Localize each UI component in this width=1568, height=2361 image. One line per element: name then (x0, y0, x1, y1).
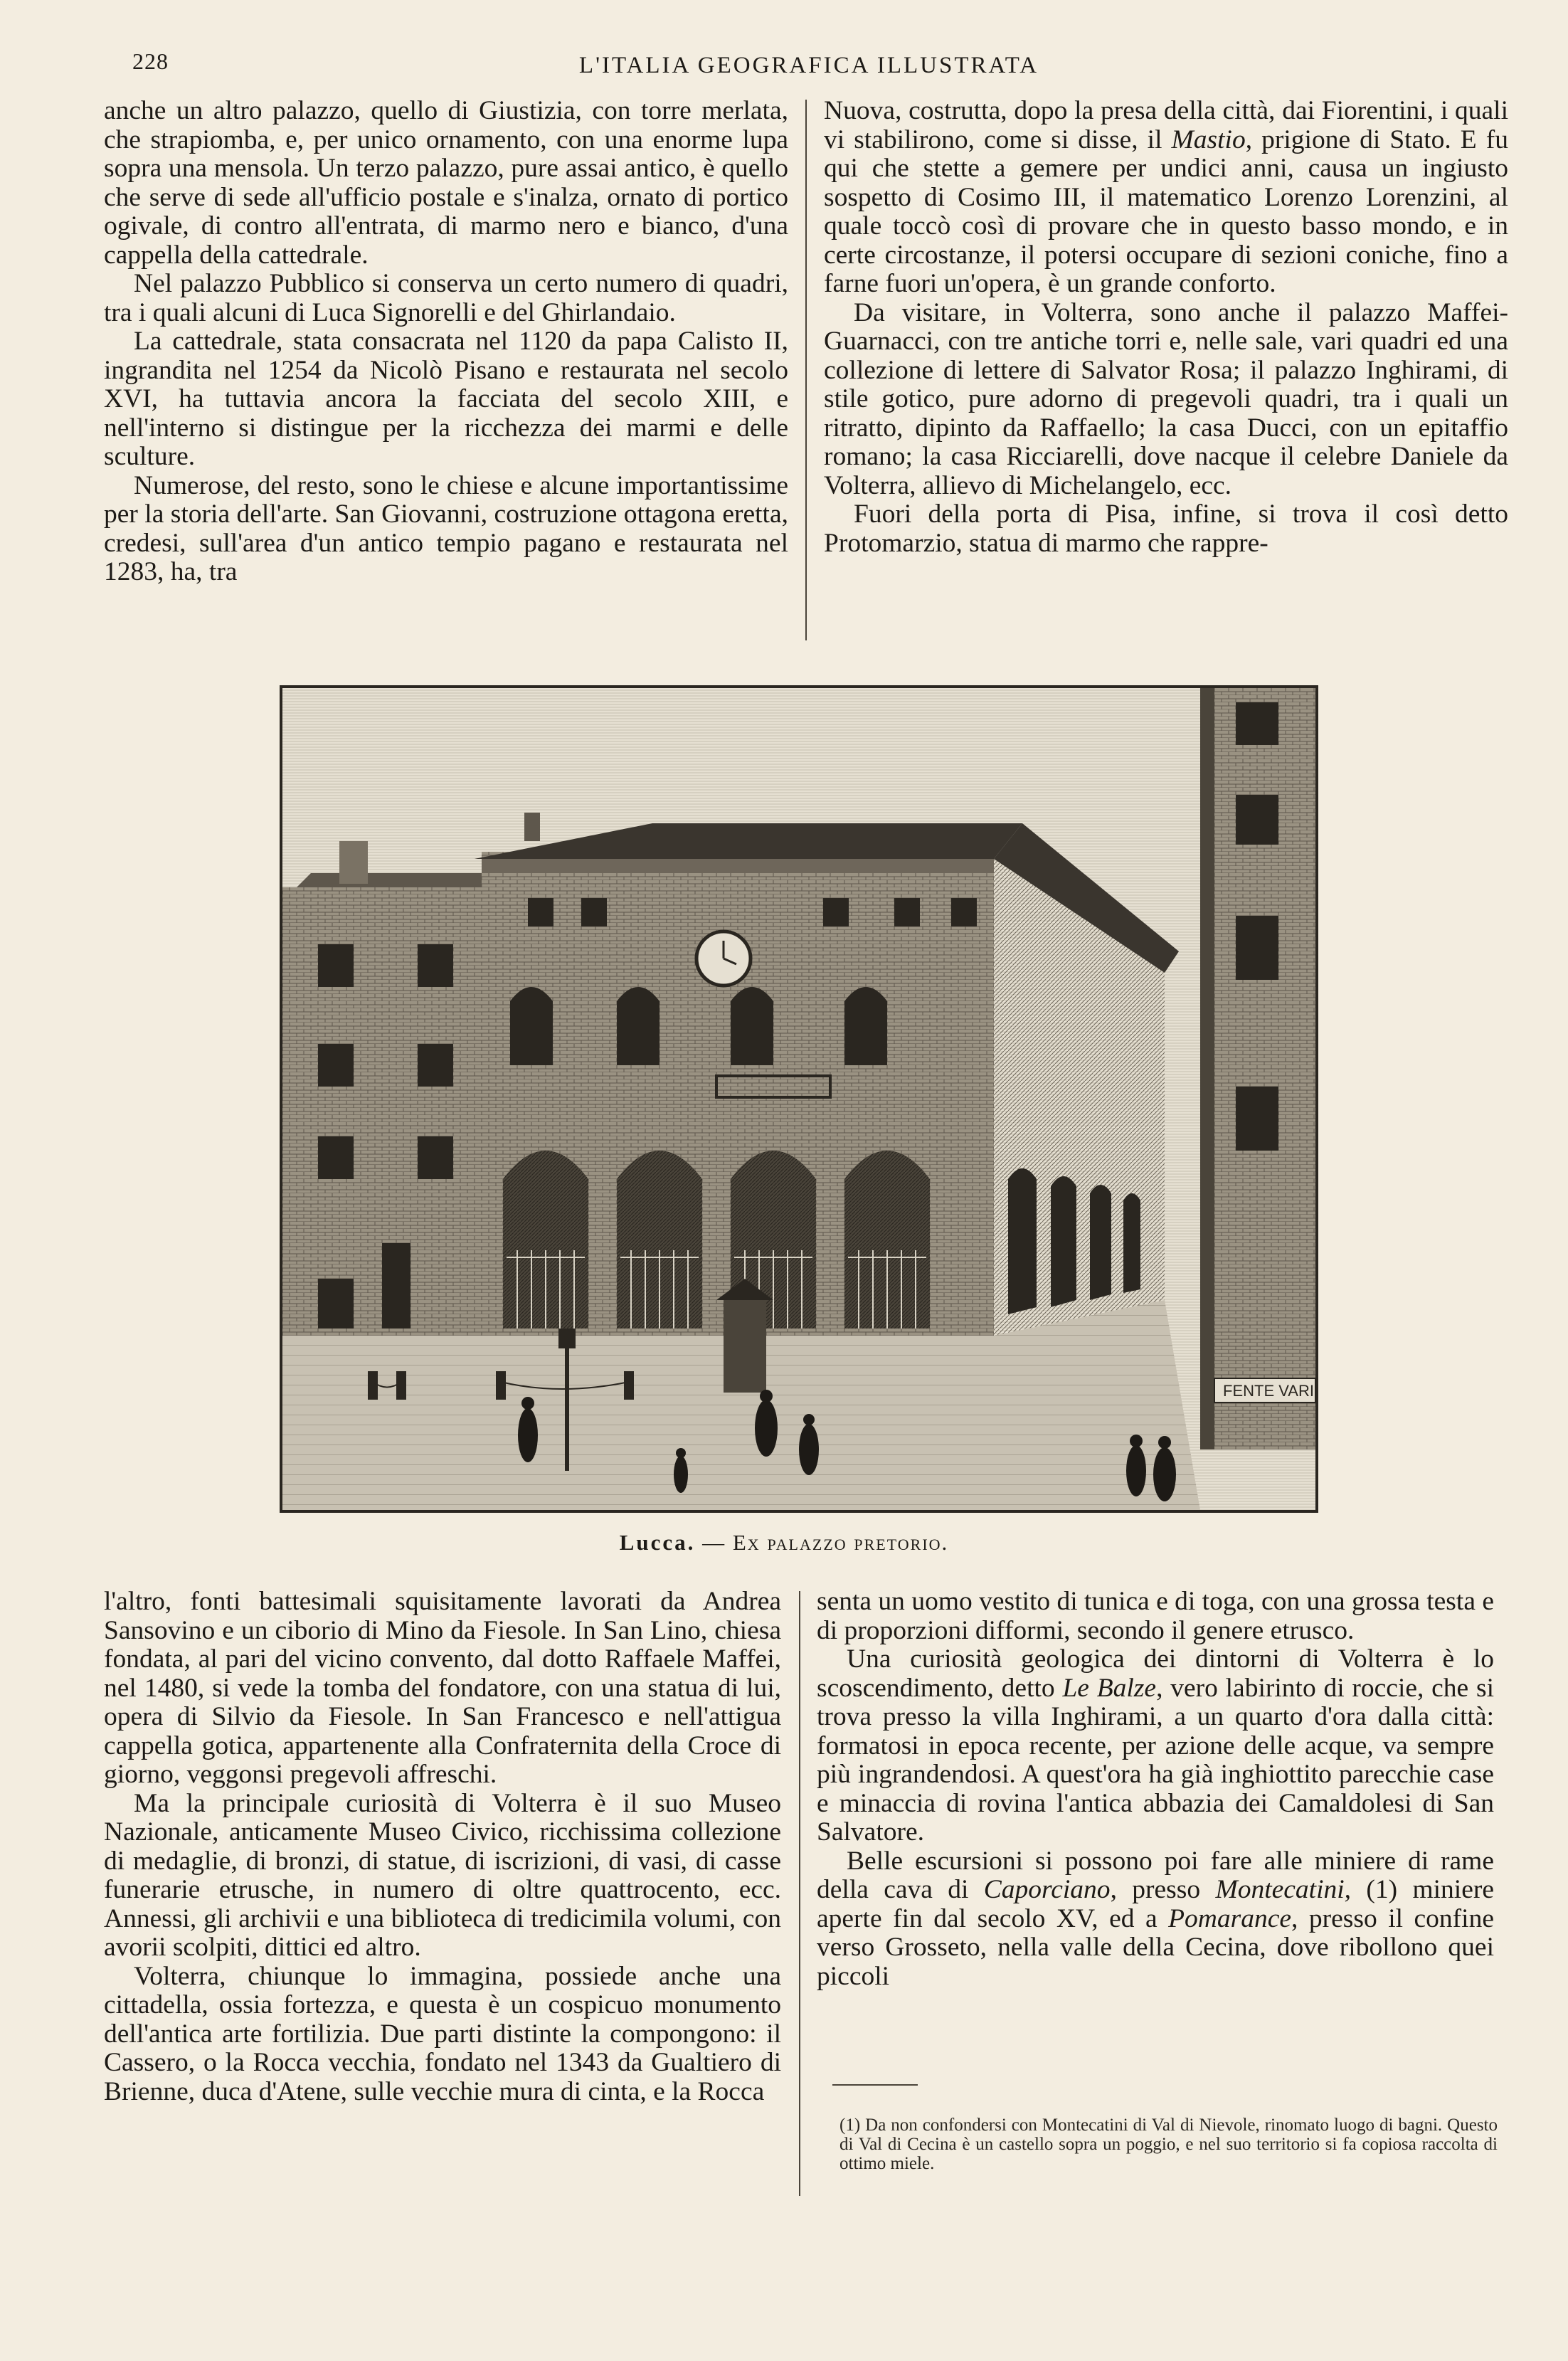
paragraph: Da visitare, in Volterra, sono anche il palazzo Maffei-Guarnacci, con tre antiche torri e, nelle sale, vari quadri ed una collezione di lettere di Salvator Rosa; il palazzo Inghirami, di stile gotico, pure adorno di pregevoli quadri, tra i quali un ritratto, dipinto da Raffaello; la casa Ducci, con un epitaffio romano; la casa Ricciarelli, dove nacque il celebre Daniele da Volterra, allievo di Michelangelo, ecc. (824, 297, 1508, 500)
running-title: L'ITALIA GEOGRAFICA ILLUSTRATA (578, 53, 1039, 78)
italic-term: Le Balze (1062, 1673, 1157, 1703)
paragraph: l'altro, fonti battesimali squisitamente lavorati da Andrea Sansovino e un ciborio di Mino da Fiesole. In San Lino, chiesa fondata, al pari del vicino convento, dal dotto Raffaele Maffei, nel 1480, si vede la tomba del fondatore, con una statua di lui, opera di Silvio da Fiesole. In San Francesco e nell'attigua cappella gotica, appartenente alla Confraternita della Croce di giorno, veggonsi pregevoli affreschi. (104, 1587, 781, 1789)
paragraph (817, 1645, 1494, 1847)
column-top-right (824, 97, 1508, 558)
column-bottom-left (104, 1588, 781, 2106)
caption-dash: — (702, 1530, 726, 1555)
caption-title: Ex palazzo pretorio. (732, 1530, 949, 1555)
text-run: Una curiosità geologica dei dintorni di Volterra è lo scoscendimento, detto (817, 1644, 1494, 1703)
column-divider (799, 1591, 800, 2196)
text-run: Belle escursioni si possono poi fare alle miniere di rame della cava di (817, 1846, 1494, 1904)
paragraph: Ma la principale curiosità di Volterra è il suo Museo Nazionale, anticamente Museo Civico, ricchissima collezione di medaglie, di bronzi, di statue, di iscrizioni, di vasi, di casse funerarie etrusche, in numero di oltre quattrocento, ecc. Annessi, gli archivii e una biblioteca di tredicimila volumi, con avorii scolpiti, dittici ed altro. (104, 1788, 781, 1962)
page-number: 228 (132, 48, 169, 74)
italic-term: Pomarance (1168, 1903, 1291, 1933)
paragraph (824, 97, 1508, 299)
text-run: Nuova, costrutta, dopo la presa della città, dai Fiorentini, i quali vi stabilirono, come si disse, il (824, 96, 1508, 154)
paragraph: Fuori della porta di Pisa, infine, si trova il così detto Protomarzio, statua di marmo che rappre- (824, 500, 1508, 558)
palazzo-pretorio-engraving (282, 688, 1315, 1510)
italic-term: Mastio (1171, 125, 1246, 154)
text-run: , vero labirinto di roccie, che si trova presso la villa Inghirami, a un quarto d'ora dalla città: formatosi in epoca recente, per azione delle acque, va sempre più ingrandendosi. A quest'ora ha già inghiottito parecchie case e minaccia di rovina l'antica abbazia dei Camaldolesi di San Salvatore. (817, 1673, 1494, 1847)
palazzo-facade (475, 813, 1022, 1336)
footnote: (1) Da non confondersi con Montecatini di Val di Nievole, rinomato luogo di bagni. Questo di Val di Cecina è un castello sopra un poggio, e nel suo territorio si fa copiosa raccolta di ottimo miele. (839, 2116, 1498, 2173)
paragraph: Numerose, del resto, sono le chiese e alcune importantissime per la storia dell'arte. San Giovanni, costruzione ottagona eretta, credesi, sull'area d'un antico tempio pagano e restaurata nel 1283, ha, tra (104, 470, 788, 586)
paragraph: Volterra, chiunque lo immagina, possiede anche una cittadella, ossia fortezza, e questa è un cospicuo monumento dell'antica arte fortilizia. Due parti distinte la compongono: il Cassero, o la Rocca vecchia, fondato nel 1343 da Gualtiero di Brienne, duca d'Atene, sulle vecchie mura di cinta, e la Rocca (104, 1961, 781, 2106)
kiosk (716, 1279, 773, 1393)
italic-term: Caporciano (983, 1875, 1111, 1904)
text-run: , presso il confine verso Grosseto, nella valle della Cecina, dove ribollono quei piccoli (817, 1903, 1494, 1991)
footnote-rule (832, 2084, 918, 2086)
paragraph: Nel palazzo Pubblico si conserva un certo numero di quadri, tra i quali alcuni di Luca Signorelli e del Ghirlandaio. (104, 269, 788, 327)
shop-sign: FENTE VARI (1223, 1382, 1314, 1400)
engraving-illustration (280, 685, 1318, 1513)
column-top-left (104, 97, 788, 587)
paragraph: La cattedrale, stata consacrata nel 1120 da papa Calisto II, ingrandita nel 1254 da Nicolò Pisano e restaurata nel secolo XVI, ha tuttavia ancora la facciata del secolo XIII, e nell'interno si distingue per la ricchezza dei marmi e delle sculture. (104, 327, 788, 471)
paragraph: anche un altro palazzo, quello di Giustizia, con torre merlata, che strapiomba, e, per unico ornamento, con una enorme lupa sopra una mensola. Un terzo palazzo, pure assai antico, è quello che serve di sede all'ufficio postale e s'inalza, ornato di portico ogivale, di contro all'entrata, di marmo nero e bianco, d'una cappella della cattedrale. (104, 96, 788, 270)
right-building (1200, 688, 1315, 1449)
caption-city: Lucca. (619, 1530, 696, 1555)
paragraph: senta un uomo vestito di tunica e di toga, con una grossa testa e di proporzioni difformi, secondo il genere etrusco. (817, 1587, 1494, 1645)
paragraph (817, 1847, 1494, 1992)
left-building (282, 841, 482, 1336)
column-divider (805, 100, 807, 640)
text-run: , presso (1110, 1875, 1216, 1904)
figure-caption (0, 1530, 1568, 1555)
column-bottom-right (817, 1588, 1494, 1991)
italic-term: Montecatini, (1215, 1875, 1352, 1904)
text-run: , prigione di Stato. E fu qui che stette a gemere per undici anni, causa un ingiusto sospetto di Cosimo III, il matematico Lorenzo Lorenzini, al quale toccò così di provare che in questo basso mondo, e in certe circostanze, il potersi occupare di sezioni coniche, fino a farne fuori un'opera, è un grande conforto. (824, 125, 1508, 298)
text-run: (1) miniere aperte fin dal secolo XV, ed a (817, 1875, 1494, 1933)
